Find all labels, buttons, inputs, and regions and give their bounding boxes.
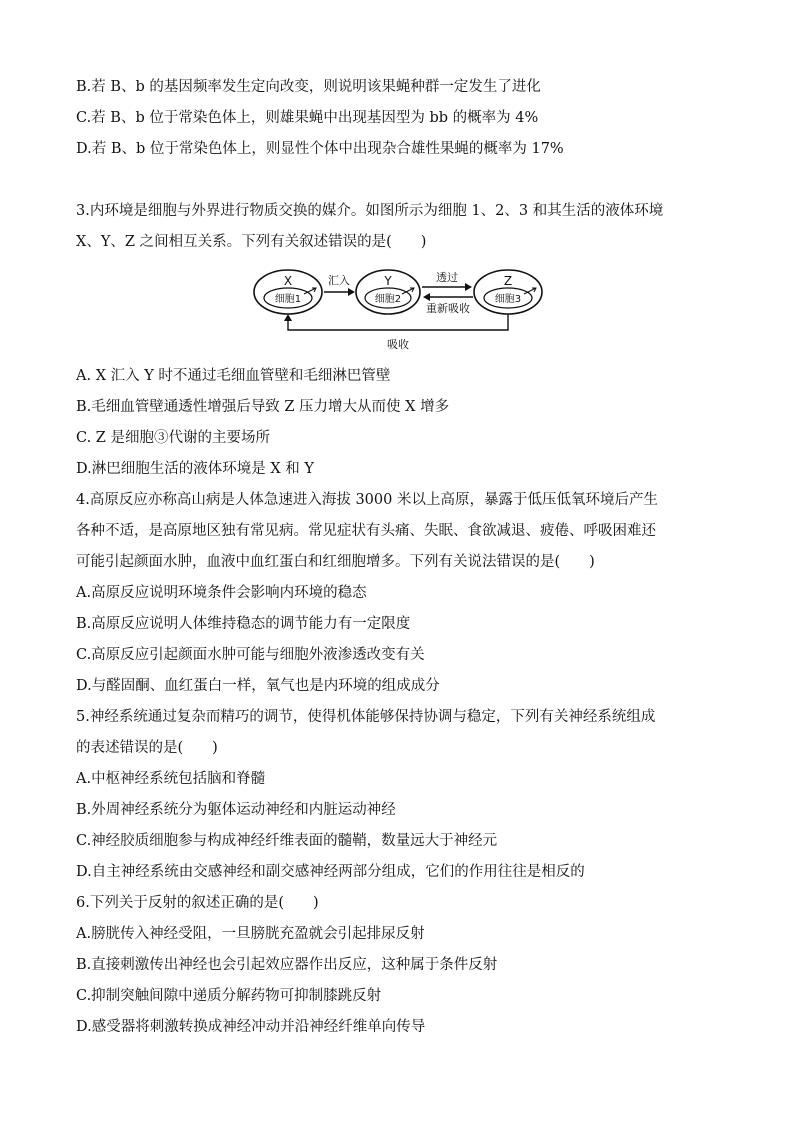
- x-to-y-arrowhead: [348, 288, 355, 296]
- q4-option-a: A.高原反应说明环境条件会影响内环境的稳态: [76, 585, 367, 601]
- q6-option-a: A.膀胱传入神经受阻，一旦膀胱充盈就会引起排尿反射: [76, 926, 425, 942]
- cell2-label: 细胞2: [374, 294, 402, 305]
- q3-option-a: A. X 汇入 Y 时不通过毛细血管壁和毛细淋巴管壁: [76, 368, 391, 384]
- q3-stem-line1: 3.内环境是细胞与外界进行物质交换的媒介。如图所示为细胞 1、2、3 和其生活的液体环境: [76, 203, 664, 219]
- cell1-label: 细胞1: [274, 294, 302, 305]
- q5-option-a: A.中枢神经系统包括脑和脊髓: [76, 771, 266, 787]
- x-to-y-label: 汇入: [328, 274, 350, 287]
- q5-option-d: D.自主神经系统由交感神经和副交感神经两部分组成，它们的作用往往是相反的: [76, 864, 585, 880]
- q2-option-d: D.若 B、b 位于常染色体上，则显性个体中出现杂合雄性果蝇的概率为 17%: [76, 141, 564, 157]
- q3-option-b: B.毛细血管壁通透性增强后导致 Z 压力增大从而使 X 增多: [76, 399, 450, 415]
- q3-stem-line2: X、Y、Z 之间相互关系。下列有关叙述错误的是( ): [76, 234, 427, 250]
- q4-stem-line1: 4.高原反应亦称高山病是人体急速进入海拔 3000 米以上高原，暴露于低压低氧环境后产生: [76, 492, 658, 508]
- q5-option-c: C.神经胶质细胞参与构成神经纤维表面的髓鞘，数量远大于神经元: [76, 833, 498, 849]
- q2-option-b: B.若 B、b 的基因频率发生定向改变，则说明该果蝇种群一定发生了进化: [76, 79, 541, 95]
- y-to-z-label: 透过: [436, 271, 458, 284]
- z-to-x-arrowhead: [284, 314, 292, 321]
- z-to-y-label: 重新吸收: [426, 302, 470, 315]
- q4-option-c: C.高原反应引起颜面水肿可能与细胞外液渗透改变有关: [76, 647, 425, 663]
- q3-option-d: D.淋巴细胞生活的液体环境是 X 和 Y: [76, 461, 314, 477]
- q4-stem-line2: 各种不适，是高原地区独有常见病。常见症状有头痛、失眠、食欲减退、疲倦、呼吸困难还: [76, 523, 656, 539]
- y-label: Y: [384, 274, 392, 288]
- q6-option-c: C.抑制突触间隙中递质分解药物可抑制膝跳反射: [76, 988, 382, 1004]
- cell3-label: 细胞3: [494, 294, 522, 305]
- x-label: X: [283, 274, 293, 288]
- q5-stem-line1: 5.神经系统通过复杂而精巧的调节，使得机体能够保持协调与稳定，下列有关神经系统组成: [76, 709, 656, 725]
- z-label: Z: [503, 274, 513, 288]
- q6-option-b: B.直接刺激传出神经也会引起效应器作出反应，这种属于条件反射: [76, 957, 498, 973]
- z-to-x-arrow: [288, 314, 508, 330]
- q4-option-d: D.与醛固酮、血红蛋白一样，氧气也是内环境的组成成分: [76, 678, 440, 694]
- z-to-x-label: 吸收: [387, 338, 409, 351]
- z-to-y-arrowhead: [423, 293, 430, 301]
- y-to-z-arrowhead: [465, 283, 472, 291]
- q5-stem-line2: 的表述错误的是( ): [76, 740, 218, 756]
- fluid-exchange-diagram: [250, 262, 550, 354]
- q3-option-c: C. Z 是细胞③代谢的主要场所: [76, 430, 270, 446]
- q5-option-b: B.外周神经系统分为躯体运动神经和内脏运动神经: [76, 802, 396, 818]
- q4-stem-line3: 可能引起颜面水肿，血液中血红蛋白和红细胞增多。下列有关说法错误的是( ): [76, 554, 595, 570]
- q6-option-d: D.感受器将刺激转换成神经冲动并沿神经纤维单向传导: [76, 1019, 426, 1035]
- q2-option-c: C.若 B、b 位于常染色体上，则雄果蝇中出现基因型为 bb 的概率为 4%: [76, 110, 539, 126]
- q4-option-b: B.高原反应说明人体维持稳态的调节能力有一定限度: [76, 616, 411, 632]
- q6-stem: 6.下列关于反射的叙述正确的是( ): [76, 895, 319, 911]
